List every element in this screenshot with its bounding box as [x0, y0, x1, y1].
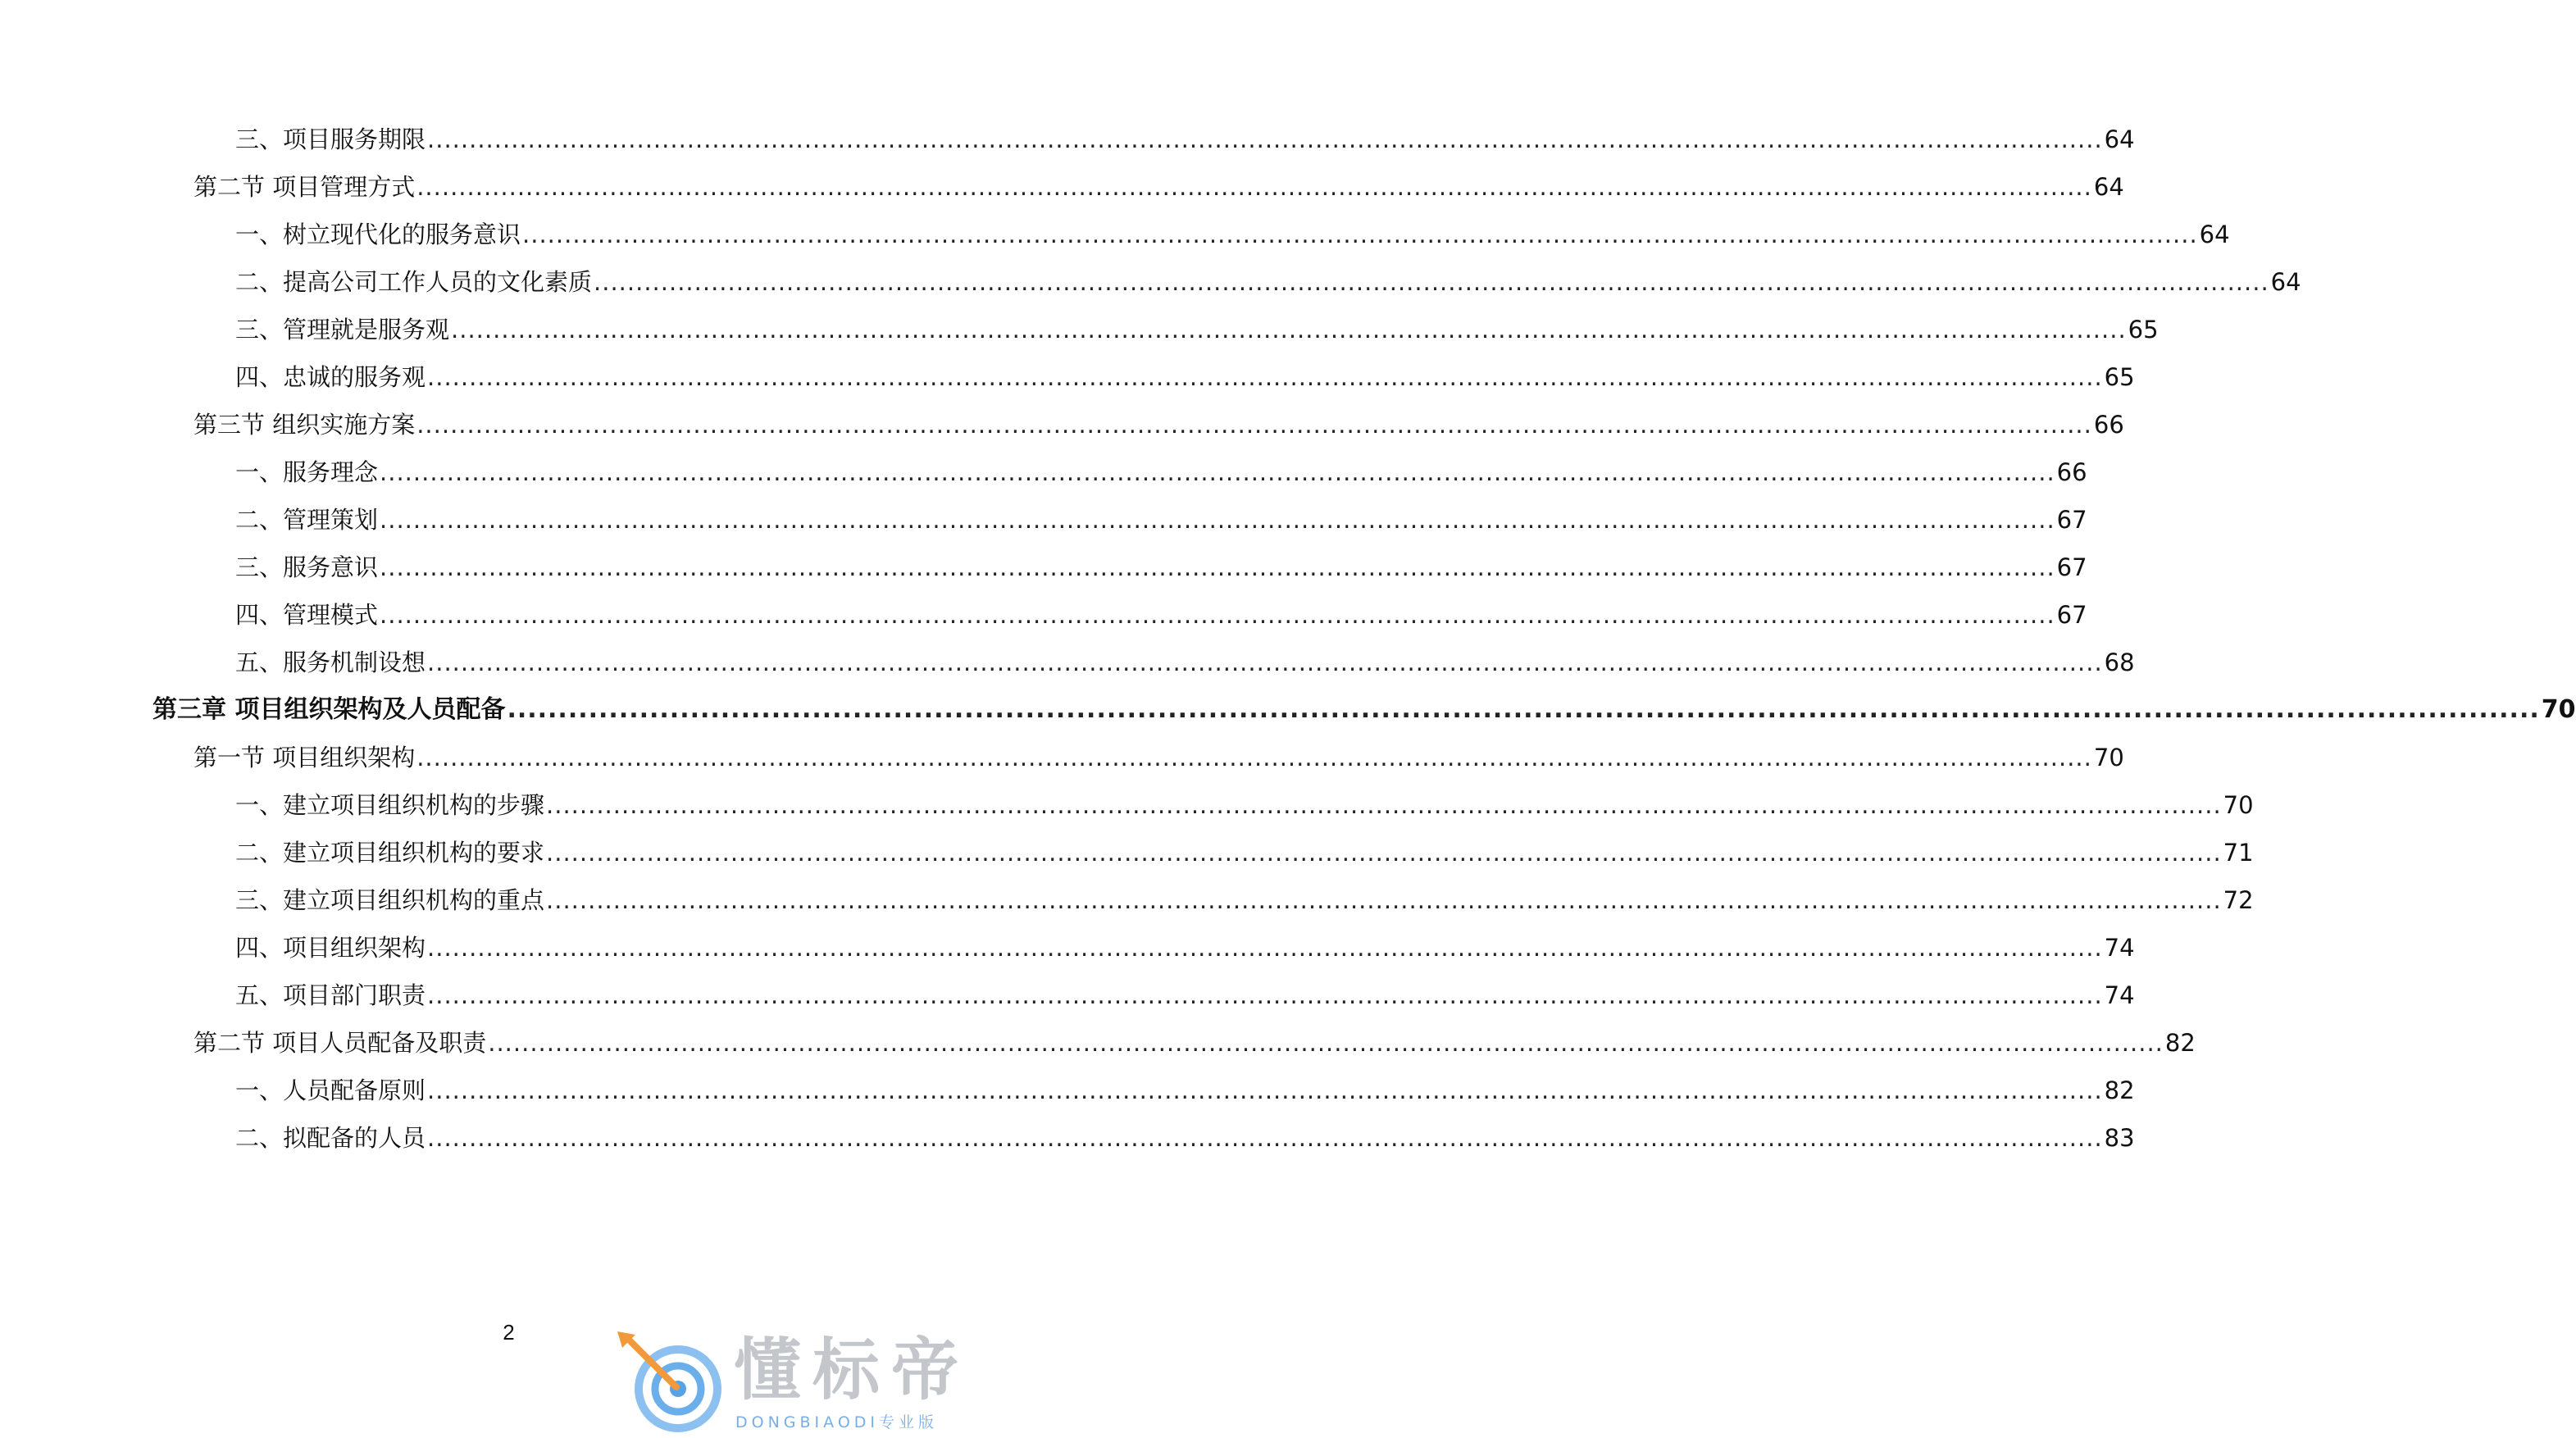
toc-entry-title: 一、服务理念 — [235, 458, 379, 486]
toc-entry-title: 三、服务意识 — [235, 553, 379, 581]
toc-entry[interactable] — [235, 884, 2254, 917]
toc-entry-page: 65 — [2128, 316, 2159, 344]
toc-entry-page: 67 — [2056, 506, 2087, 534]
toc-entry-page: 64 — [2104, 125, 2135, 153]
page-number: 2 — [503, 1320, 515, 1345]
toc-entry[interactable] — [235, 551, 2087, 584]
toc-leader-dots: ........................................................................................................................................................................................................ — [546, 791, 2222, 819]
toc-entry-title: 五、项目部门职责 — [235, 981, 426, 1009]
toc-entry-page: 66 — [2056, 458, 2087, 486]
toc-entry[interactable] — [235, 646, 2135, 679]
toc-entry-title: 第三节 组织实施方案 — [193, 411, 416, 439]
toc-entry-title: 二、提高公司工作人员的文化素质 — [235, 268, 593, 296]
toc-entry-title: 二、拟配备的人员 — [235, 1124, 426, 1152]
toc-leader-dots: ........................................................................................................................................................................................................ — [427, 934, 2103, 962]
toc-entry-page: 82 — [2164, 1029, 2196, 1057]
toc-leader-dots: ........................................................................................................................................................................................................ — [522, 221, 2198, 248]
toc-entry-page: 83 — [2104, 1124, 2135, 1152]
toc-entry[interactable] — [235, 456, 2087, 489]
toc-leader-dots: ........................................................................................................................................................................................................ — [416, 744, 2092, 771]
toc-leader-dots: ........................................................................................................................................................................................................ — [546, 886, 2222, 914]
toc-entry[interactable] — [235, 361, 2135, 394]
toc-entry-page: 64 — [2093, 173, 2124, 201]
watermark-brand: 懂标帝 — [734, 1331, 971, 1409]
toc-entry-page: 70 — [2223, 791, 2254, 819]
toc-entry-title: 一、建立项目组织机构的步骤 — [235, 791, 545, 819]
watermark-logo — [611, 1330, 1004, 1436]
toc-leader-dots: ........................................................................................................................................................................................................ — [416, 411, 2092, 439]
toc-entry-page: 71 — [2223, 839, 2254, 867]
toc-leader-dots: ........................................................................................................................................................................................................ — [427, 125, 2103, 153]
toc-entry-title: 四、忠诚的服务观 — [235, 363, 426, 391]
toc-entry[interactable] — [235, 931, 2135, 964]
toc-entry[interactable] — [235, 1122, 2135, 1154]
toc-leader-dots: ........................................................................................................................................................................................................ — [451, 316, 2127, 344]
toc-entry-page: 72 — [2223, 886, 2254, 914]
toc-entry[interactable] — [235, 836, 2254, 869]
toc-entry[interactable] — [193, 408, 2124, 441]
toc-entry-page: 74 — [2104, 934, 2135, 962]
toc-entry-title: 第一节 项目组织架构 — [193, 744, 416, 771]
toc-entry-title: 五、服务机制设想 — [235, 648, 426, 676]
toc-entry[interactable] — [235, 313, 2159, 346]
toc-entry-page: 68 — [2104, 648, 2135, 676]
toc-entry-title: 三、建立项目组织机构的重点 — [235, 886, 545, 914]
toc-entry-page: 67 — [2056, 553, 2087, 581]
target-arrow-icon — [611, 1330, 734, 1436]
toc-leader-dots: ........................................................................................................................................................................................................ — [594, 268, 2269, 296]
toc-entry-page: 74 — [2104, 981, 2135, 1009]
toc-entry-page: 70 — [2541, 695, 2576, 724]
toc-entry-page: 65 — [2104, 363, 2135, 391]
toc-leader-dots: ........................................................................................................................................................................................................ — [427, 648, 2103, 676]
toc-entry-page: 82 — [2104, 1076, 2135, 1104]
toc-entry[interactable] — [193, 171, 2124, 203]
toc-leader-dots: ........................................................................................................................................................................................................ — [380, 601, 2055, 629]
toc-entry-title: 第三章 项目组织架构及人员配备 — [152, 695, 506, 724]
toc-leader-dots: ........................................................................................................................................................................................................ — [380, 458, 2055, 486]
watermark-subtitle: DONGBIAODI专业版 — [735, 1413, 939, 1431]
toc-entry-title: 一、人员配备原则 — [235, 1076, 426, 1104]
toc-entry-page: 64 — [2199, 221, 2230, 248]
toc-entry[interactable] — [235, 789, 2254, 821]
toc-leader-dots: ........................................................................................................................................................................................................ — [507, 695, 2540, 724]
toc-entry-page: 66 — [2093, 411, 2124, 439]
toc-entry[interactable] — [235, 503, 2087, 536]
toc-entry[interactable] — [193, 1026, 2196, 1059]
toc-entry-title: 三、管理就是服务观 — [235, 316, 450, 344]
toc-entry-title: 二、管理策划 — [235, 506, 379, 534]
toc-leader-dots: ........................................................................................................................................................................................................ — [546, 839, 2222, 867]
toc-entry[interactable] — [152, 694, 2576, 726]
toc-leader-dots: ........................................................................................................................................................................................................ — [488, 1029, 2164, 1057]
toc-entry[interactable] — [235, 266, 2301, 298]
toc-entry-title: 四、管理模式 — [235, 601, 379, 629]
toc-entry-title: 第二节 项目人员配备及职责 — [193, 1029, 487, 1057]
toc-leader-dots: ........................................................................................................................................................................................................ — [416, 173, 2092, 201]
toc-entry[interactable] — [235, 123, 2135, 156]
toc-leader-dots: ........................................................................................................................................................................................................ — [427, 1076, 2103, 1104]
toc-entry-title: 第二节 项目管理方式 — [193, 173, 416, 201]
toc-leader-dots: ........................................................................................................................................................................................................ — [427, 363, 2103, 391]
toc-entry[interactable] — [235, 218, 2230, 251]
toc-leader-dots: ........................................................................................................................................................................................................ — [427, 1124, 2103, 1152]
toc-entry[interactable] — [193, 741, 2124, 774]
toc-entry-title: 一、树立现代化的服务意识 — [235, 221, 521, 248]
toc-leader-dots: ........................................................................................................................................................................................................ — [380, 506, 2055, 534]
toc-entry-page: 67 — [2056, 601, 2087, 629]
toc-entry-title: 二、建立项目组织机构的要求 — [235, 839, 545, 867]
toc-leader-dots: ........................................................................................................................................................................................................ — [380, 553, 2055, 581]
toc-entry[interactable] — [235, 979, 2135, 1012]
toc-entry-page: 64 — [2270, 268, 2301, 296]
toc-entry-title: 四、项目组织架构 — [235, 934, 426, 962]
toc-leader-dots: ........................................................................................................................................................................................................ — [427, 981, 2103, 1009]
toc-entry-page: 70 — [2093, 744, 2124, 771]
toc-entry-title: 三、项目服务期限 — [235, 125, 426, 153]
toc-entry[interactable] — [235, 598, 2087, 631]
toc-entry[interactable] — [235, 1074, 2135, 1107]
